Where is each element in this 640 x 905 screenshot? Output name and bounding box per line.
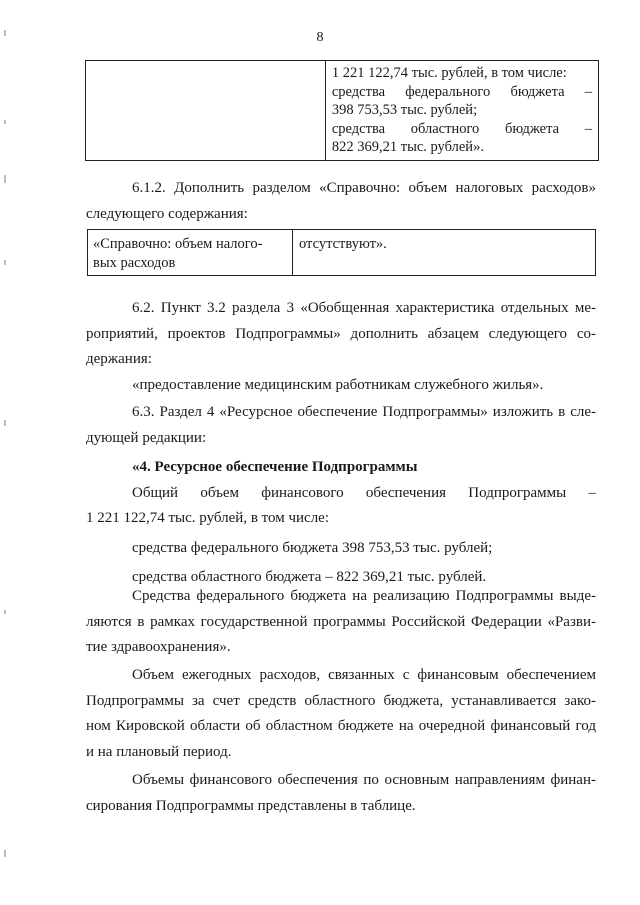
- paragraph-federal-funds: [86, 584, 596, 661]
- scan-margin-marks: [0, 0, 12, 905]
- funding-total: 1 221 122,74 тыс. рублей, в том числе:: [331, 65, 567, 81]
- paragraph-line: Средства федерального бюджета на реализацию Подпрограммы выде-: [132, 588, 596, 604]
- paragraph-line: Объем ежегодных расходов, связанных с финансовым обеспечением: [132, 667, 596, 683]
- table-cell-funding: [325, 61, 598, 161]
- funding-federal-label: средства федерального бюджета –: [331, 83, 592, 100]
- paragraph-line: 6.2. Пункт 3.2 раздела 3 «Обобщенная характеристика отдельных ме-: [132, 300, 596, 316]
- tax-expenses-table: [87, 229, 596, 276]
- funding-regional-label: средства областного бюджета –: [331, 120, 592, 137]
- paragraph-line: Подпрограммы за счет средств областного бюджета, устанавливается зако-: [86, 692, 596, 709]
- paragraph-annual-expenses: [86, 663, 596, 765]
- section-heading: «4. Ресурсное обеспечение Подпрограммы: [132, 459, 418, 475]
- paragraph-line: держания:: [86, 351, 152, 367]
- paragraph-line: Объемы финансового обеспечения по основным направлениям финан-: [132, 772, 596, 788]
- section-6-3: [86, 400, 596, 451]
- table-cell-label: [88, 230, 293, 276]
- section-4-block: [86, 455, 596, 591]
- regional-funds-line: средства областного бюджета – 822 369,21 тыс. рублей.: [132, 569, 487, 585]
- cell-line: вых расходов: [93, 254, 176, 271]
- funding-regional-amount: 822 369,21 тыс. рублей».: [331, 139, 484, 155]
- paragraph-line: 6.1.2. Дополнить разделом «Справочно: объем налоговых расходов»: [132, 180, 596, 196]
- funding-federal-amount: 398 753,53 тыс. рублей;: [331, 102, 478, 118]
- paragraph-line: роприятий, проектов Подпрограммы» дополнить абзацем следующего со-: [86, 325, 596, 342]
- page-number: 8: [316, 30, 324, 45]
- table-cell-value: [293, 230, 596, 276]
- paragraph-line: 6.3. Раздел 4 «Ресурсное обеспечение Подпрограммы» изложить в сле-: [132, 404, 596, 420]
- paragraph-funding-directions: [86, 768, 596, 819]
- table-row: [88, 230, 596, 276]
- paragraph-line: ном Кировской области об областном бюджете на очередной финансовый год: [86, 718, 596, 734]
- cell-line: «Справочно: объем налого-: [93, 236, 263, 252]
- section-6-1-2: [86, 176, 596, 227]
- table-row: [86, 61, 599, 161]
- paragraph-line: ляются в рамках государственной программы Российской Федерации «Разви-: [86, 613, 596, 630]
- table-cell-empty: [86, 61, 326, 161]
- paragraph-line: дующей редакции:: [86, 429, 207, 446]
- continued-table: [85, 60, 599, 161]
- paragraph-line: тие здравоохранения».: [86, 639, 231, 655]
- federal-funds-line: средства федерального бюджета 398 753,53 тыс. рублей;: [132, 539, 493, 556]
- quote-line: «предоставление медицинским работникам служебного жилья».: [132, 376, 544, 393]
- cell-line: отсутствуют».: [299, 236, 387, 252]
- paragraph-line: следующего содержания:: [86, 205, 248, 222]
- paragraph-line: Общий объем финансового обеспечения Подпрограммы –: [132, 484, 596, 501]
- section-6-2: [86, 296, 596, 398]
- paragraph-line: и на плановый период.: [86, 743, 232, 760]
- paragraph-line: 1 221 122,74 тыс. рублей, в том числе:: [86, 510, 330, 526]
- paragraph-line: сирования Подпрограммы представлены в таблице.: [86, 797, 416, 814]
